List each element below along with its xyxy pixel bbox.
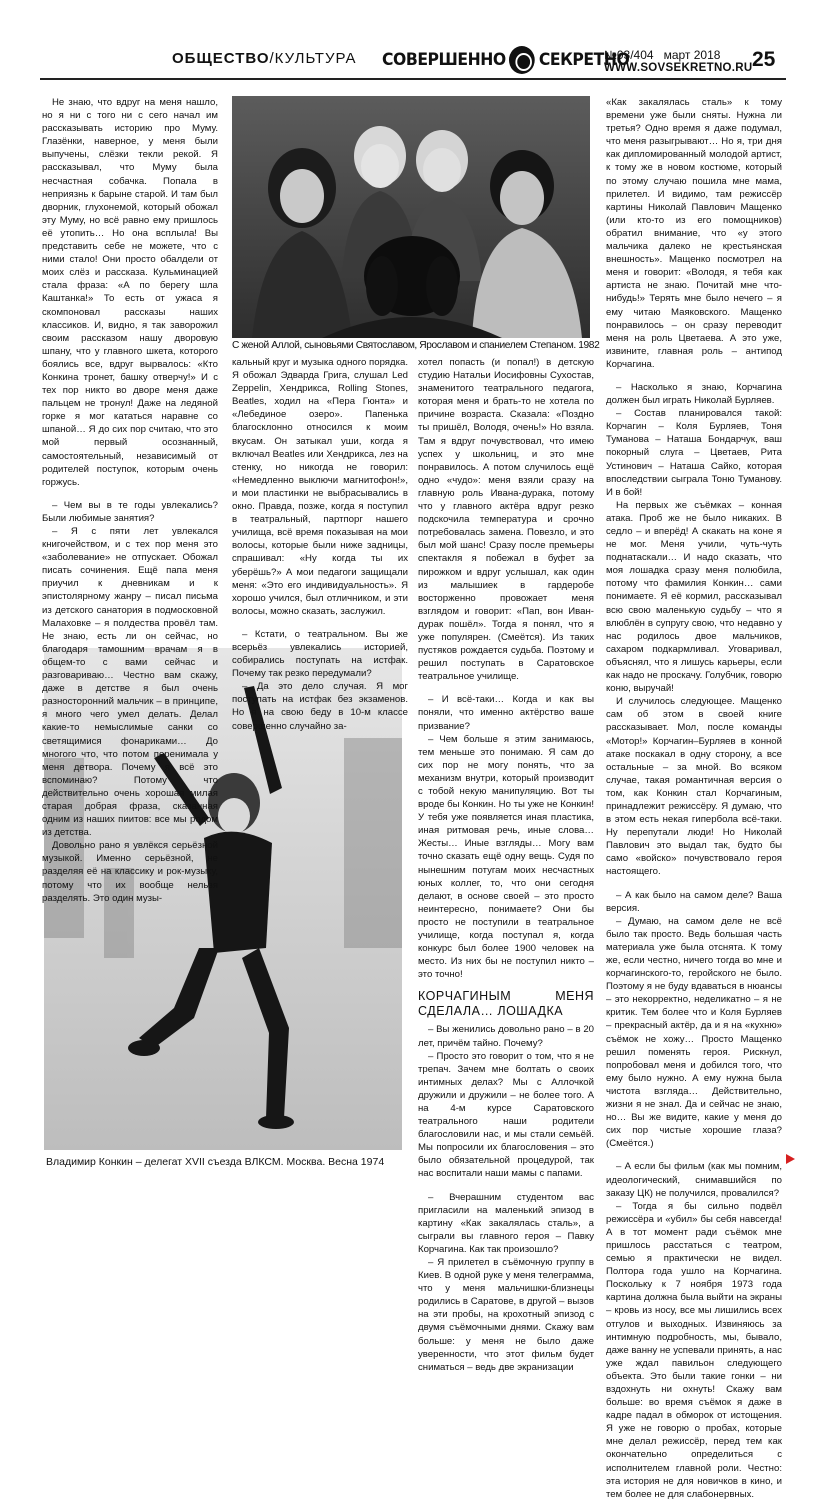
issue-info: №03/404 март 2018 — [604, 48, 721, 62]
paragraph: И случилось следующее. Мащенко сам об этом в своей книге рассказывает. Мол, после команды «Мотор!» Корчагин–Бурляев в конной атаке поскакал в одну сторону, а все остальные – за мной. Во всяком случае, такая романтичная версия о том, как Конкин стал Корчагиным, принадлежит режиссёру. Я думаю, что в этом есть некая гипербола всё-таки. Ну перепутали люди! Но Николай Павлович это выдал так, будто бы само «войско» почувствовало героя настоящего. — [606, 696, 782, 878]
brand-emblem-icon — [509, 46, 535, 74]
paragraph: – Состав планировался такой: Корчагин – Коля Бурляев, Тоня Туманова – Наташа Бондарчук, ваш покорный слуга – Цветаев, Рита Устинович – Наташа Сайко, которая впоследствии сыграла Тоню Туманову. И в бой! — [606, 408, 782, 498]
text-column-3 — [418, 356, 594, 1374]
jump-photo-caption: Владимир Конкин – делегат XVII съезда ВЛКСМ. Москва. Весна 1974 — [46, 1156, 385, 1168]
paragraph: Не знаю, что вдруг на меня нашло, но я ни с того ни с сего начал им рассказывать историю про Муму. Глазёнки, наверное, у меня были выпучены, слёзки текли рекой. Я рассказывал, что Муму была несчастная собачка. Попала в неприязнь к барыне старой. И там был дворник, глухонемой, который обожал эту Муму, но всё равно ему пришлось её утопить… Но она всплыла! Вы представить себе не можете, что с ними стало! Они просто обалдели от моих слёз и рассказа. Кульминацией стала фраза: «А по берегу шла Каштанка!» То есть от ужаса я скомпоновал рассказы наших классиков. И, видно, я так заворожил своим рассказом нашу дворовую шпану, что у главного шкета, которого боялись все, вдруг вырвалось: «Кто Конкина тронет, башку отверчу!» И с тех пор никто во дворе меня даже пальцем не тронул! Даже на ледяной горке я мог кататься наравне со шпаной… Я до сих пор считаю, что это мой первый осознанный, самостоятельный, независимый от родителей поступок, которым очень горжусь. — [42, 97, 218, 488]
question: – Вы женились довольно рано – в 20 лет, причём тайно. Почему? — [418, 1024, 594, 1049]
family-photo-illustration — [232, 96, 590, 338]
question: – А если бы фильм (как мы помним, идеологический, снимавшийся по заказу ЦК) не получился, провалился? — [606, 1161, 782, 1199]
paragraph: «Как закалялась сталь» к тому времени уже были сняты. Нужна ли третья? Одно время я даже подумал, что меня разыгрывают… Но я, три дня как дипломированный молодой артист, к тому же в новом костюме, который по этому случаю пошила мне мама, прилетел. И видимо, там режиссёр картины Николай Павлович Мащенко (или кто-то из его помощников) обратил внимание, что «у этого мальчика далеко не крестьянская внешность». Мащенко посмотрел на меня и говорит: «Володя, я тебя как артиста не знаю. Почитай мне что-нибудь!» Терять мне было нечего – я ему читаю Маяковского. Мащенко понравилось – он сразу переводит меня на роль Цветаева. А это уже, извините, главная роль – антипод Корчагина. — [606, 97, 782, 370]
section-title: ОБЩЕСТВО/КУЛЬТУРА — [172, 50, 357, 67]
website-link[interactable]: WWW.SOVSEKRETNO.RU — [604, 62, 753, 74]
question: – Кстати, о театральном. Вы же всерьёз увлекались историей, собирались поступать на истфак. Почему так резко передумали? — [232, 628, 408, 680]
brand-right: СЕКРЕТНО — [538, 50, 630, 70]
family-photo-caption: С женой Аллой, сыновьями Святославом, Ярославом и спаниелем Степаном. 1982 — [232, 340, 600, 351]
paragraph: кальный круг и музыка одного порядка. Я обожал Эдварда Грига, слушал Led Zeppelin, Хендрикса, Rolling Stones, Beatles, ходил на «Пера Гюнта» и «Лебединое озеро». Папенька благосклонно относился к моим вкусам. Он затыкал уши, когда я включал Beatles или Хендрикса, лез на стенку, но никогда не говорил: «Немедленно выключи магнитофон!», и мои пластинки не выбрасывались в окно. Правда, позже, когда я поступил в театральный, партпорг нашего училища, всё время показывая на мои волосы, которые были ниже задницы, спрашивал: «Ну когда ты их уберёшь?» А мои педагоги защищали меня: «Это его индивидуальность». Я хорошо учился, был отличником, и эти волосы, можно сказать, заслужил. — [232, 357, 408, 617]
question: – А как было на самом деле? Ваша версия. — [606, 889, 782, 914]
question: – Насколько я знаю, Корчагина должен был играть Николай Бурляев. — [606, 381, 782, 407]
text-column-2 — [232, 356, 408, 733]
header-rule — [40, 78, 786, 80]
question: – И всё-таки… Когда и как вы поняли, что именно актёрство ваше призвание? — [418, 694, 594, 732]
subheading: КОРЧАГИНЫМ МЕНЯ СДЕЛАЛА… ЛОШАДКА — [418, 989, 594, 1019]
paragraph: – Я прилетел в съёмочную группу в Киев. В одной руке у меня телеграмма, что у меня мальчишки-близнецы родились в Саратове, в другой – вызов на эти пробы, на крохотный эпизод с двумя съёмочными днями. Скажу вам больше: у меня не было даже уверенности, что этот фильм будет сниматься – ведь две экранизации — [418, 1257, 594, 1373]
text-column-4 — [606, 96, 782, 1501]
question: – Чем вы в те годы увлекались? Были любимые занятия? — [42, 499, 218, 524]
family-photo — [232, 96, 590, 338]
paragraph: – Думаю, на самом деле не всё было так просто. Ведь большая часть материала уже была отснята. К тому же, если честно, ничего тогда во мне и корчагинского-то, геройского не было. Поэтому я не буду вдаваться в нюансы – это некорректно, неделикатно – я не критик. Тем более что и Коля Бурляев – прекрасный актёр, да и я на «кухню» съёмок не хожу… Просто Мащенко решил поменять героя. Рискнул, попробовал меня и добился того, что ему было нужно. А ему нужна была чистота взгляда… Действительно, жизни я не знал. Да и сейчас не знаю, но… Вы же видите, какие у меня до сих пор чистые хорошие глаза? (Смеётся.) — [606, 915, 782, 1150]
page-number: 25 — [752, 48, 776, 71]
paragraph: Довольно рано я увлёкся серьёзной музыкой. Именно серьёзной, не разделяя её на классику и рок-музыку, потому что их вообще нельзя разделять. Это один музы- — [42, 840, 218, 904]
continue-arrow-icon — [786, 1154, 795, 1164]
paragraph: На первых же съёмках – конная атака. Проб же не было никаких. В седло – и вперёд! А скакать на коне я не мог. Меня учили, чуть-чуть поднатаскали… И надо сказать, что моя лошадка сразу меня полюбила, потому что фамилия Конкин… сами понимаете. Я её кормил, рассказывал всю свою маленькую судьбу – что я влюблён в супругу свою, что недавно у нас родилось двое мальчиков, сахаром подкармливал. Уговаривал, объяснял, что я лишусь карьеры, если как надо не проскачу. Голубчик, говорю коню, выручай! — [606, 499, 782, 695]
paragraph: – Просто это говорит о том, что я не трепач. Зачем мне болтать о своих интимных делах? Мы с Аллочкой дружили и дружили – не более того. А на 4-м курсе Саратовского театрального наши родители благословили нас, и мы стали семьёй. Мы попросили их благословения – это было обязательной процедурой, так нас воспитали наши мамы с папами. — [418, 1050, 594, 1180]
paragraph: – Тогда я бы сильно подвёл режиссёра и «убил» бы себя навсегда! А в тот момент ради съёмок мне пришлось расстаться с театром, семью я практически не видел. Полтора года ушло на Корчагина. Поскольку к 7 ноября 1973 года картина должна была выйти на экраны – кровь из носу, все мы лишились всех отгулов и выходных. Извиняюсь за интимную подробность, мы, бывало, даже ванну не успевали принять, а нас уже ждал павильон следующего объекта. Это были такие гонки – ни вздохнуть ни охнуть! Скажу вам больше: во время съёмок я даже в кадре падал в обморок от истощения. Я уже не говорю о пробах, которые мне делал режиссёр, перед тем как окончательно определиться с исполнителем главной роли. Честно: эта история не для новичков в кино, и тем более не для слабонервных. — [606, 1200, 782, 1500]
brand-left: СОВЕРШЕННО — [382, 50, 506, 70]
paragraph: – Да это дело случая. Я мог поступать на истфак без экзаменов. Но я на свою беду в 10-м классе совершенно случайно за- — [232, 681, 408, 732]
paragraph: – Чем больше я этим занимаюсь, тем меньше это понимаю. Я сам до сих пор не могу понять, что за механизм внутри, который производит с тобой некую манипуляцию. Вот ты вроде бы Конкин. Но ты уже не Конкин! У тебя уже появляется иная пластика, иная ритмовая речь, иные слова… Жесты… Иные взгляды… Могу вам точно сказать ещё одну вещь. Судя по нынешним потугам моих несчастных юных коллег, то, что они сегодня делают, в основе своей – это просто неинтересно, понимаете? Они бы просто не поступили в театральное училище, когда поступал я, когда конкурс был более 1900 человек на место. Из них бы не поступил никто – это точно! — [418, 733, 594, 981]
question: – Вчерашним студентом вас пригласили на маленький эпизод в картину «Как закалялась сталь», а сыграли вы главного героя – Павку Корчагина. Как так произошло? — [418, 1191, 594, 1255]
paragraph: хотел попасть (и попал!) в детскую студию Натальи Иосифовны Сухостав, знаменитого театрального педагога, которая меня и брать-то не хотела по причине возраста. Сказала: «Поздно ты пришёл, Володя, очень!» Но взяла. Там я вдруг почувствовал, что имею успех у школьниц, и это мне понравилось. А потом случилось ещё одно «чудо»: меня взяли сразу на главную роль Ивана-дурака, потому что у главного актёра вдруг резко подскочила температура и срочно потребовалась замена. Повезло, и это был мой шанс! Сразу после премьеры спектакля я побежал в буфет за пирожком и вдруг услышал, как один из малышиек в гардеробе восторженно провожает меня взглядом и говорит: «Пап, вон Иван-дурак пошёл». Тогда я понял, что я уже популярен. (Смеётся). Из таких пустяков рождается судьба. Поэтому и решил поступать в Саратовское театральное училище. — [418, 357, 594, 683]
masthead-logo — [382, 46, 629, 74]
text-column-1 — [42, 96, 218, 905]
paragraph: – Я с пяти лет увлекался книгочейством, и с тех пор меня это «заболевание» не отпускает. Обожал писать сочинения. Ещё папа меня приучил к дневникам и к эпистолярному жанру – писал письма из детского санатория в подмосковной Малаховке – я полдества провёл там. Не знаю, есть ли он сейчас, но благодаря тамошним врачам я в общем-то с вами сейчас и разговариваю… Честно вам скажу, даже в детстве я был очень разносторонний мальчик – в принципе, я много чего умел делать. Делал какие-то немыслимые санки со светящимися фонариками… До многого что, что потом перенимала у меня детвора. Почему я всё это вспоминаю? Потому что действительно очень хорошая милая старая добрая фраза, сказанная одним из наших пиитов: все мы родом из детства. — [42, 526, 218, 839]
